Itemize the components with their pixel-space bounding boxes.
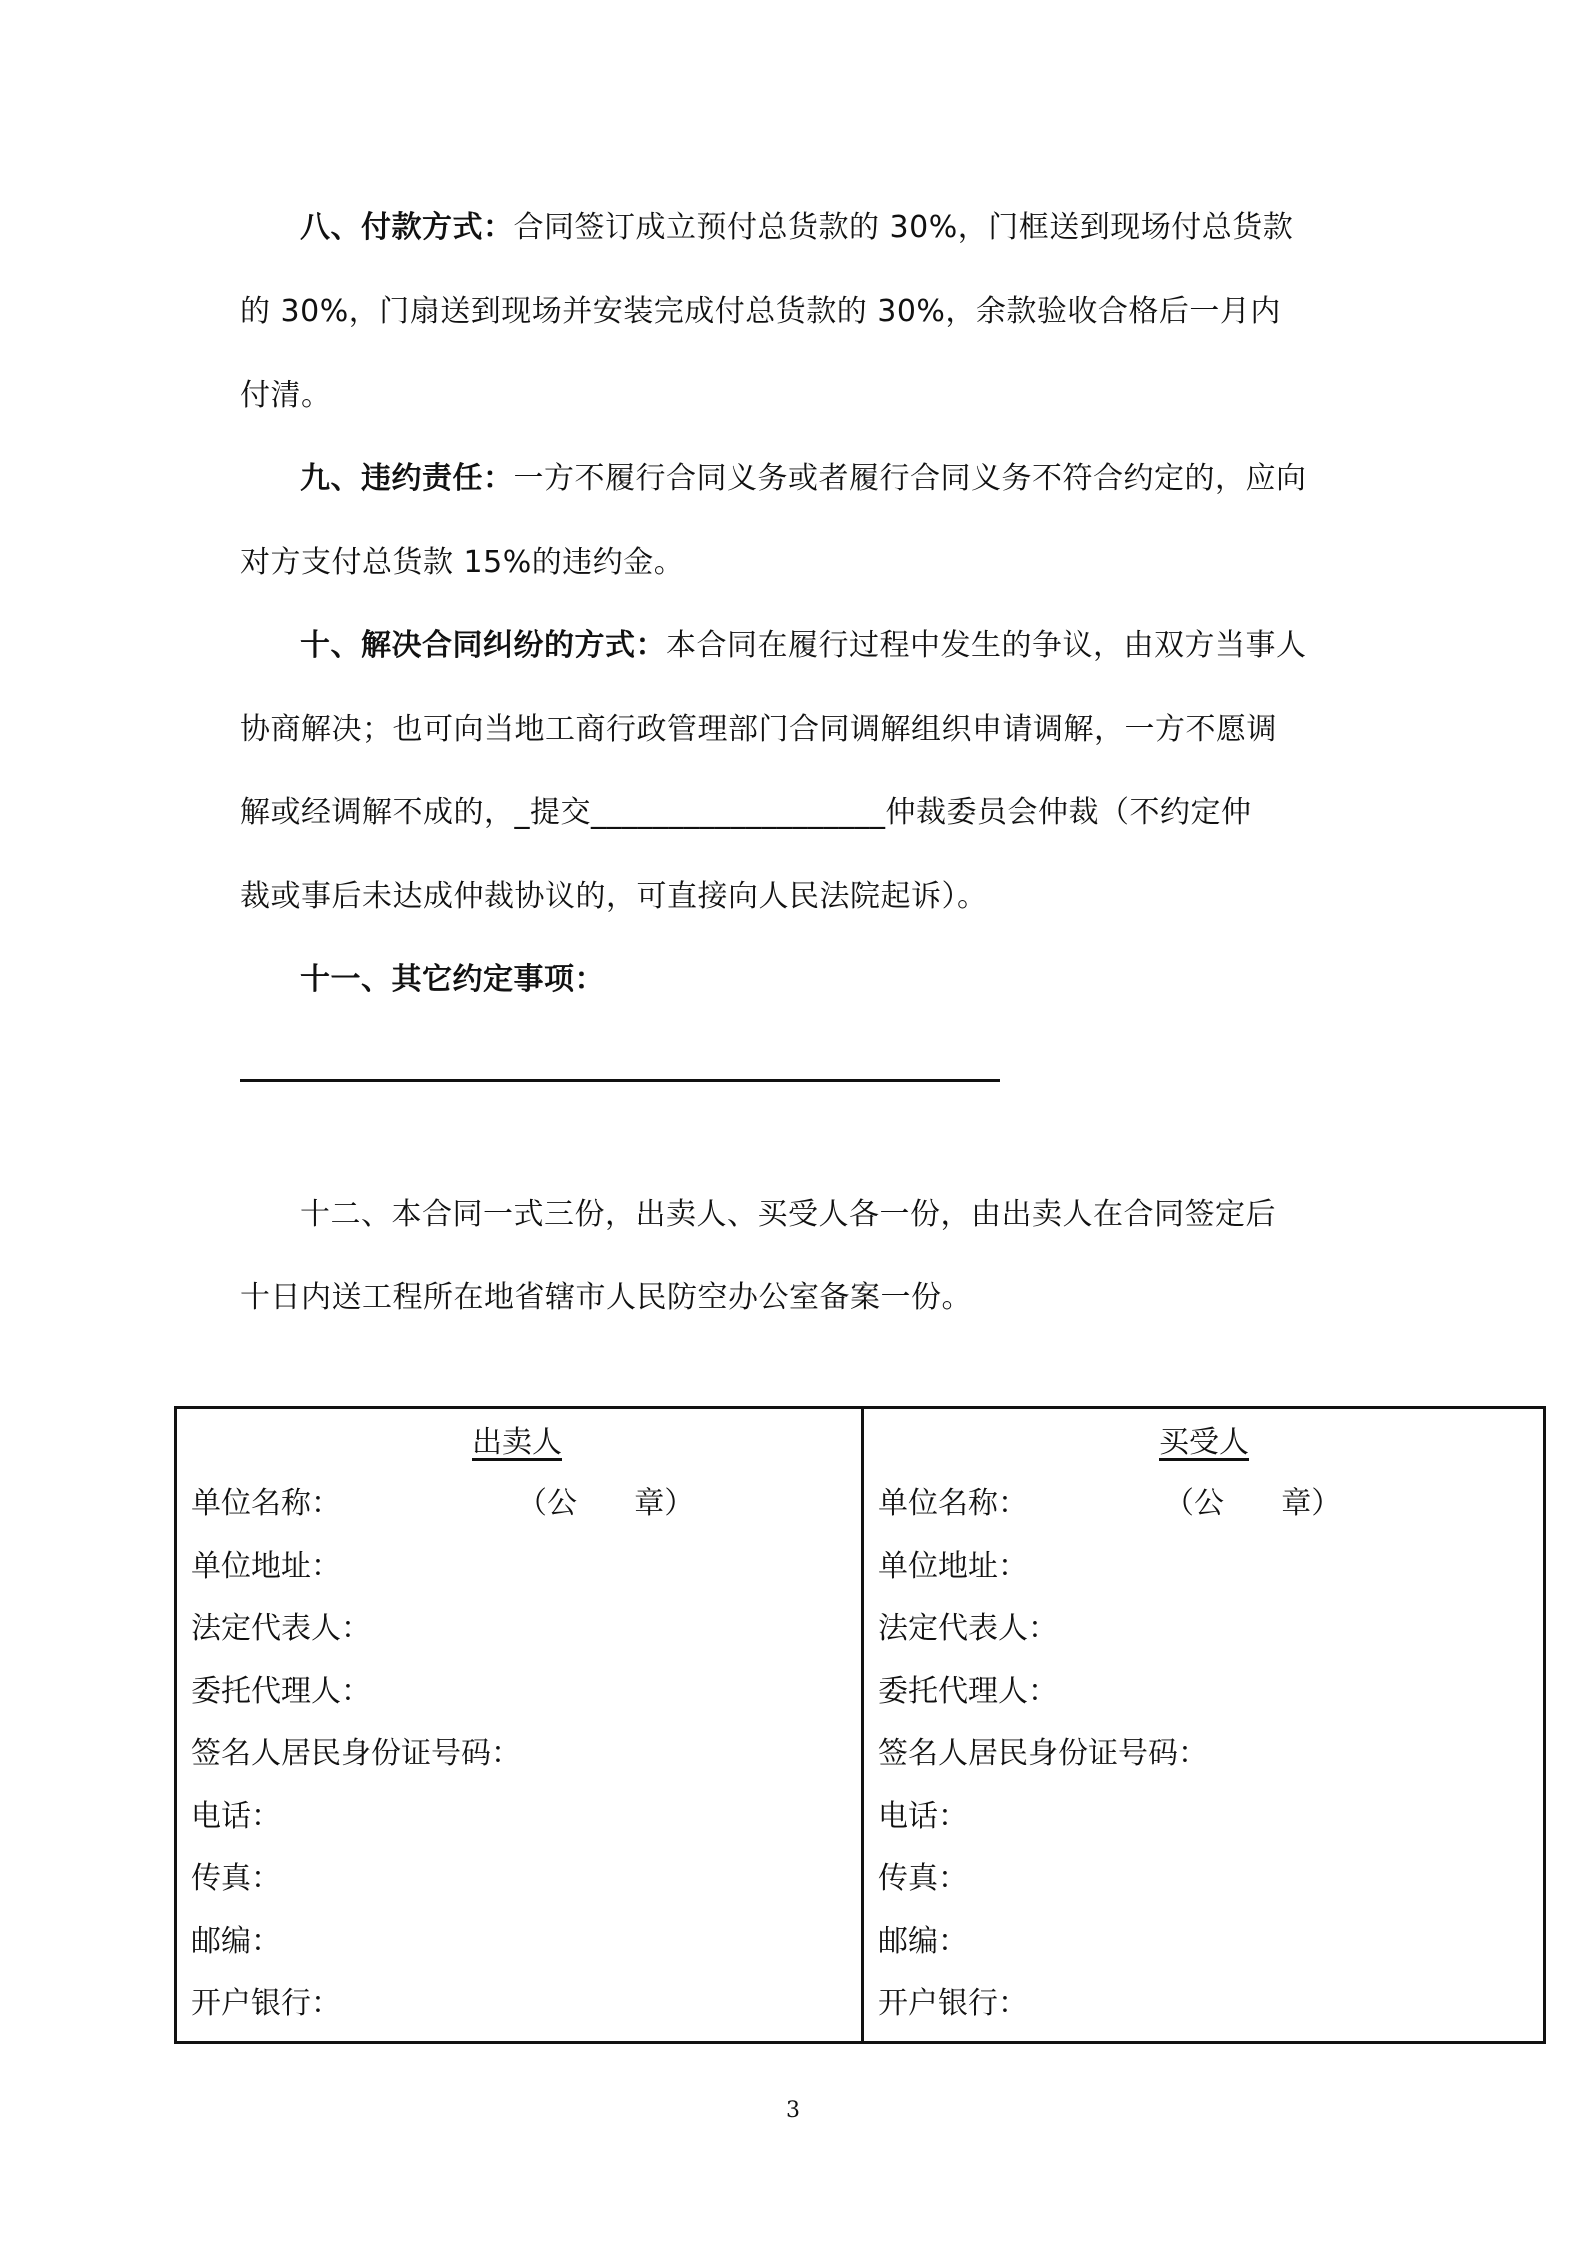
clause-9-text: 一方不履行合同义务或者履行合同义务不符合约定的，应向 (513, 461, 1307, 496)
clause-8-text: 合同签订成立预付总货款的 30%，门框送到现场付总货款 (513, 210, 1294, 245)
seller-phone-label: 电话： (191, 1799, 281, 1834)
seller-unit-name-label: 单位名称： (191, 1486, 341, 1521)
clause-10-line-1 (300, 626, 1307, 666)
seller-postcode-label: 邮编： (191, 1924, 281, 1959)
clause-10-line-2: 协商解决；也可向当地工商行政管理部门合同调解组织申请调解，一方不愿调 (240, 712, 1277, 747)
seller-column (177, 1409, 857, 2041)
seller-bank-label: 开户银行： (191, 1986, 341, 2021)
seller-fax-label: 传真： (191, 1861, 281, 1896)
seller-agent-label: 委托代理人： (191, 1674, 371, 1709)
clause-9-heading: 九、违约责任： (300, 461, 514, 496)
seller-id-number-label: 签名人居民身份证号码： (191, 1736, 521, 1771)
buyer-id-number-label: 签名人居民身份证号码： (878, 1736, 1208, 1771)
seller-seal: （公 章） (517, 1486, 695, 1521)
clause-10-line-4: 裁或事后未达成仲裁协议的，可直接向人民法院起诉）。 (240, 879, 988, 914)
buyer-legal-rep-label: 法定代表人： (878, 1611, 1058, 1646)
buyer-phone-label: 电话： (878, 1799, 968, 1834)
clause-11-heading: 十一、其它约定事项： (300, 962, 605, 997)
clause-12-line-2: 十日内送工程所在地省辖市人民防空办公室备案一份。 (240, 1280, 972, 1315)
buyer-seal: （公 章） (1164, 1486, 1342, 1521)
clause-10-text: 本合同在履行过程中发生的争议，由双方当事人 (666, 628, 1307, 663)
clause-10-line-3: 解或经调解不成的，_提交___________________仲裁委员会仲裁（不约定仲 (240, 795, 1252, 830)
clause-12-line-1: 十二、本合同一式三份，出卖人、买受人各一份，由出卖人在合同签定后 (300, 1197, 1276, 1232)
clause-8-line-2: 的 30%，门扇送到现场并安装完成付总货款的 30%，余款验收合格后一月内 (240, 294, 1281, 329)
signature-table (174, 1406, 1546, 2044)
clause-8-heading: 八、付款方式： (300, 210, 514, 245)
seller-title: 出卖人 (472, 1425, 562, 1460)
buyer-fax-label: 传真： (878, 1861, 968, 1896)
clause-10-heading: 十、解决合同纠纷的方式： (300, 628, 666, 663)
buyer-agent-label: 委托代理人： (878, 1674, 1058, 1709)
buyer-title: 买受人 (1159, 1425, 1249, 1460)
buyer-unit-address-label: 单位地址： (878, 1549, 1028, 1584)
clause-9-line-2: 对方支付总货款 15%的违约金。 (240, 545, 685, 580)
clause-8-line-3: 付清。 (240, 378, 332, 413)
clause-9-line-1 (300, 459, 1307, 499)
clause-11-blank-line (240, 1079, 1000, 1082)
buyer-bank-label: 开户银行： (878, 1986, 1028, 2021)
buyer-unit-name-label: 单位名称： (878, 1486, 1028, 1521)
seller-legal-rep-label: 法定代表人： (191, 1611, 371, 1646)
buyer-postcode-label: 邮编： (878, 1924, 968, 1959)
buyer-column (864, 1409, 1544, 2041)
clause-8-line-1 (300, 208, 1293, 248)
page-number: 3 (786, 2098, 800, 2123)
seller-unit-address-label: 单位地址： (191, 1549, 341, 1584)
